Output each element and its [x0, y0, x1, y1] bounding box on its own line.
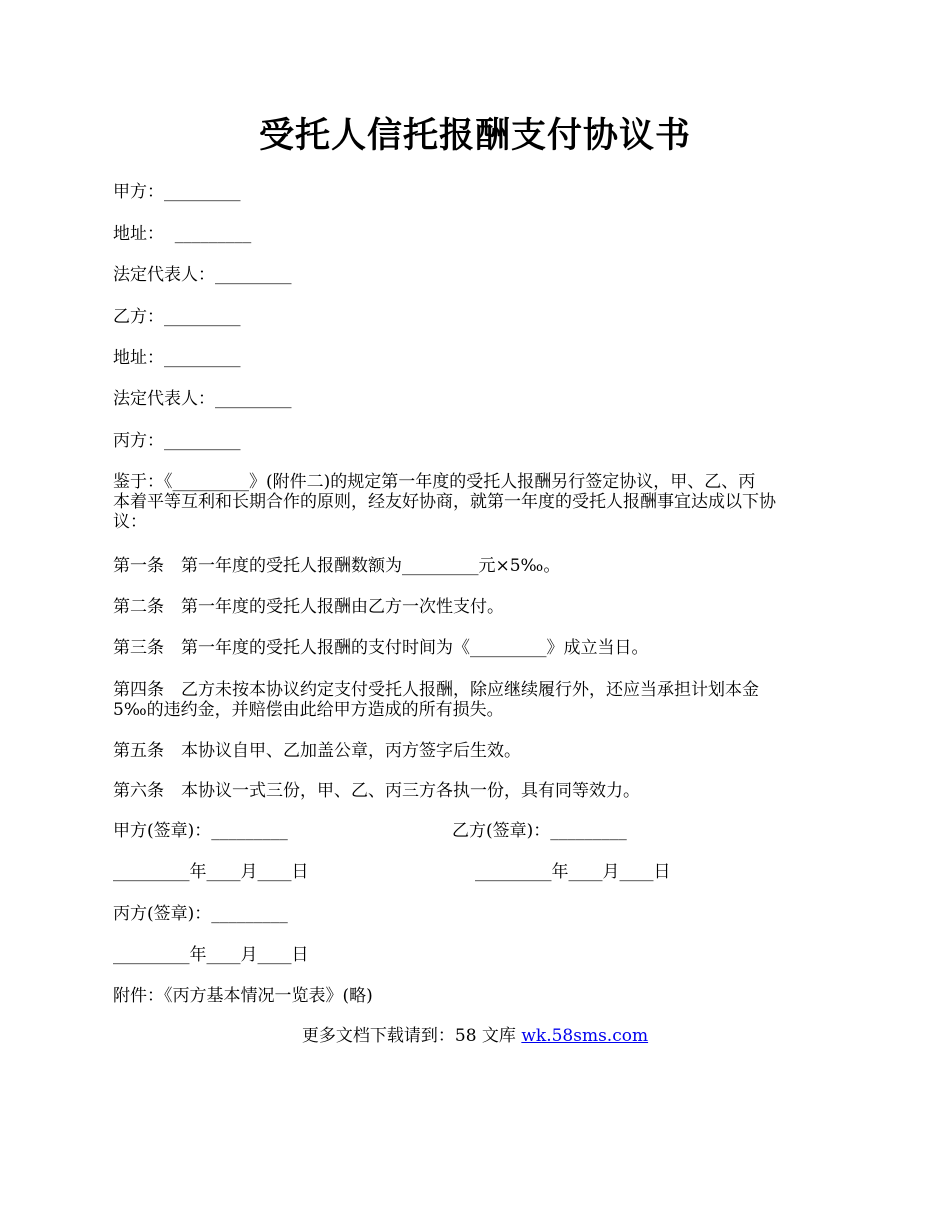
date-party-a: _________年____月____日 [113, 862, 309, 882]
representative-b-field: 法定代表人：_________ [113, 389, 292, 409]
article-6: 第六条 本协议一式三份，甲、乙、丙三方各执一份，具有同等效力。 [113, 781, 640, 801]
signature-party-b: 乙方(签章)：_________ [452, 821, 627, 841]
preamble-paragraph: 鉴于：《_________》(附件二)的规定第一年度的受托人报酬另行签定协议，甲、乙、丙 本着平等互利和长期合作的原则，经友好协商，就第一年度的受托人报酬事宜达成以下协 议： [113, 472, 776, 532]
footer-prefix: 更多文档下载请到：58 文库 [301, 1026, 522, 1046]
article-3: 第三条 第一年度的受托人报酬的支付时间为《_________》成立当日。 [113, 638, 649, 658]
footer-link[interactable]: wk.58sms.com [521, 1026, 649, 1046]
document-title: 受托人信托报酬支付协议书 [258, 115, 691, 156]
address-a-field: 地址： _________ [113, 224, 252, 244]
article-4: 第四条 乙方未按本协议约定支付受托人报酬，除应继续履行外，还应当承担计划本金 5‰的违约金，并赔偿由此给甲方造成的所有损失。 [113, 680, 759, 720]
signature-party-a: 甲方(签章)：_________ [113, 821, 288, 841]
attachment-note: 附件：《丙方基本情况一览表》(略) [113, 986, 373, 1006]
party-c-field: 丙方：_________ [113, 431, 241, 451]
footer [0, 1026, 950, 1046]
representative-a-field: 法定代表人：_________ [113, 265, 292, 285]
address-b-field: 地址：_________ [113, 348, 241, 368]
party-a-field: 甲方：_________ [113, 182, 241, 202]
article-2: 第二条 第一年度的受托人报酬由乙方一次性支付。 [113, 597, 504, 617]
signature-party-c: 丙方(签章)：_________ [113, 904, 288, 924]
date-party-c: _________年____月____日 [113, 945, 309, 965]
article-1: 第一条 第一年度的受托人报酬数额为_________元×5‰。 [113, 556, 561, 576]
article-5: 第五条 本协议自甲、乙加盖公章，丙方签字后生效。 [113, 741, 521, 761]
party-b-field: 乙方：_________ [113, 307, 241, 327]
date-party-b: _________年____月____日 [475, 862, 671, 882]
